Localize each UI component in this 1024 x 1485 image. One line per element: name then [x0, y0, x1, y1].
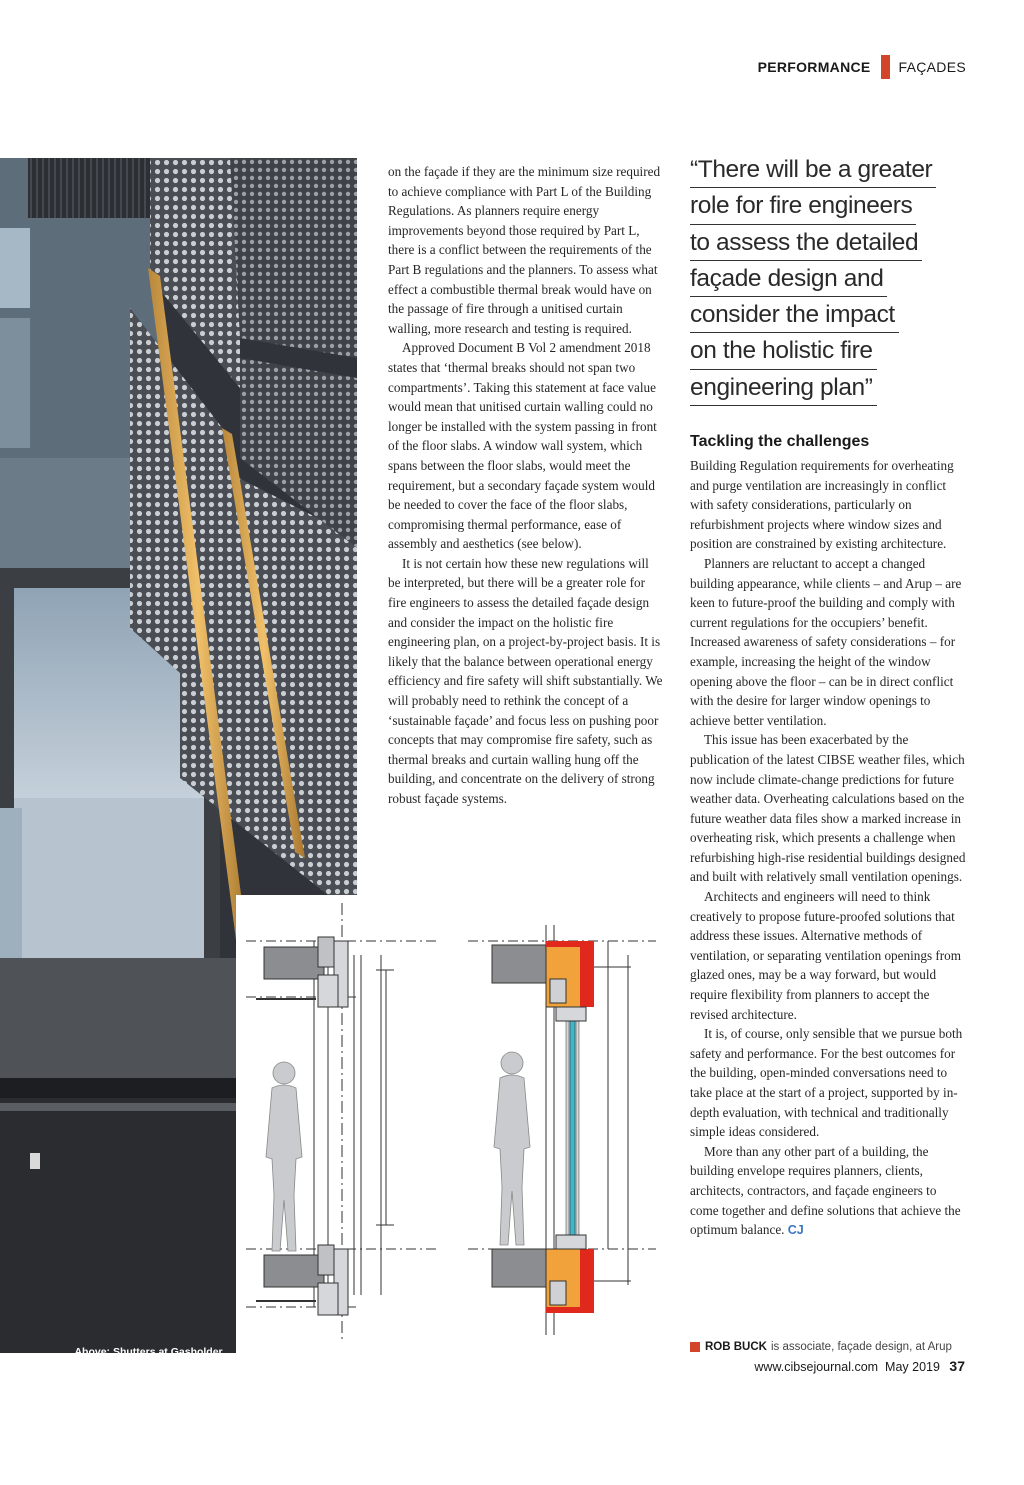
pull-quote-line: to assess the detailed: [690, 225, 922, 261]
page-footer: [754, 1358, 965, 1374]
author-role: is associate, façade design, at Arup: [770, 1341, 952, 1353]
pull-quote-line: consider the impact: [690, 297, 899, 333]
pull-quote-line: on the holistic fire: [690, 333, 877, 369]
pull-quote-line: role for fire engineers: [690, 188, 916, 224]
pull-quote: [690, 152, 960, 406]
issue-date: May 2019: [885, 1360, 940, 1374]
paragraph: on the façade if they are the minimum size required to achieve compliance with Part L of the Building Regulations. As planners require energy improvements beyond those required by Part L, there is a conflict between the requirements of the Part B regulations and the planners. To assess what effect a combustible thermal break would have on the passage of fire through a unitised curtain walling, more research and testing is required.: [388, 164, 661, 336]
subsection-label: FAÇADES: [898, 59, 966, 75]
paragraph: It is, of course, only sensible that we pursue both safety and performance. For the best outcomes for the building, open-minded conversations need to take place at the start of a project, supported by in-depth evaluation, with technical and traditionally simple ideas considered.: [690, 1026, 963, 1140]
paragraph: More than any other part of a building, the building envelope requires planners, clients, architects, contractors, and façade engineers to come together and define solutions that achieve the optimum balance. CJ: [690, 1143, 961, 1238]
journal-url: www.cibsejournal.com: [754, 1360, 879, 1374]
author-name: ROB BUCK: [705, 1341, 767, 1353]
paragraph: It is not certain how these new regulations will be interpreted, but there will be a greater role for fire engineers to assess the detailed façade design and consider the impact on the holistic fire engineering plan, on a project-by-project basis. It is likely that the balance between operational energy efficiency and fire safety will shift substantially. We will probably need to rethink the concept of a ‘sustainable façade’ and focus less on pushing poor concepts that may compromise fire safety, such as thermal breaks and curtain walling hung off the building, and concentrate on the delivery of strong robust façade systems.: [388, 555, 663, 806]
paragraph: Planners are reluctant to accept a changed building appearance, while clients – and Arup – are keen to future-proof the building and comply with current regulations for the occupiers’ benefit. Increased awareness of safety considerations – for example, increasing the height of the window opening above the floor – can be in direct conflict with the desire for larger window openings to achieve better ventilation.: [690, 555, 962, 728]
header-divider: [881, 55, 890, 79]
pull-quote-line: façade design and: [690, 261, 887, 297]
photo-caption: Above: Shutters at Gasholder, King's Cross Right: Unitised curtain walling system, with the system set out in front of the floor slab on the left, and a window wall system on the right, with the window supported between the slabs: [74, 1346, 225, 1483]
pull-quote-line: “There will be a greater: [690, 152, 936, 188]
section-label: PERFORMANCE: [757, 59, 871, 75]
body-column-1: [388, 162, 664, 809]
paragraph: This issue has been exacerbated by the publication of the latest CIBSE weather files, which now include climate-change predictions for future weather data. Overheating calculations based on the future weather data files show a marked increase in overheating risk, which presents a challenge when refurbishing high-rise residential buildings designed and built with relatively small ventilation openings.: [690, 732, 966, 885]
end-mark: CJ: [787, 1223, 804, 1238]
author-byline: [690, 1341, 952, 1353]
pull-quote-line: engineering plan”: [690, 370, 877, 406]
byline-square-icon: [690, 1342, 700, 1352]
body-column-2: [690, 456, 966, 1241]
paragraph: Building Regulation requirements for overheating and purge ventilation are increasingly in conflict with safety considerations, particularly on refurbishment projects where window sizes and position are constrained by existing architecture.: [690, 458, 954, 552]
paragraph: Architects and engineers will need to think creatively to propose future-proofed solutions that address these issues. Alternative methods of ventilation, or separating ventilation openings from glazed ones, may be a way forward, but would require flexibility from planners to accept the revised architecture.: [690, 889, 962, 1022]
page-number: 37: [949, 1358, 965, 1374]
facade-section-diagram: [236, 895, 666, 1353]
section-header: [758, 56, 966, 78]
section-heading: Tackling the challenges: [690, 433, 870, 450]
paragraph: Approved Document B Vol 2 amendment 2018 states that ‘thermal breaks should not span two compartments’. Taking this statement at face value would mean that unitised curtain walling could no longer be installed with the system passing in front of the floor slabs. A window wall system, which spans between the floor slabs, would meet the requirement, but a secondary façade system would be needed to cover the face of the floor slabs, compromising thermal performance, ease of assembly and aesthetics (see below).: [388, 340, 657, 552]
